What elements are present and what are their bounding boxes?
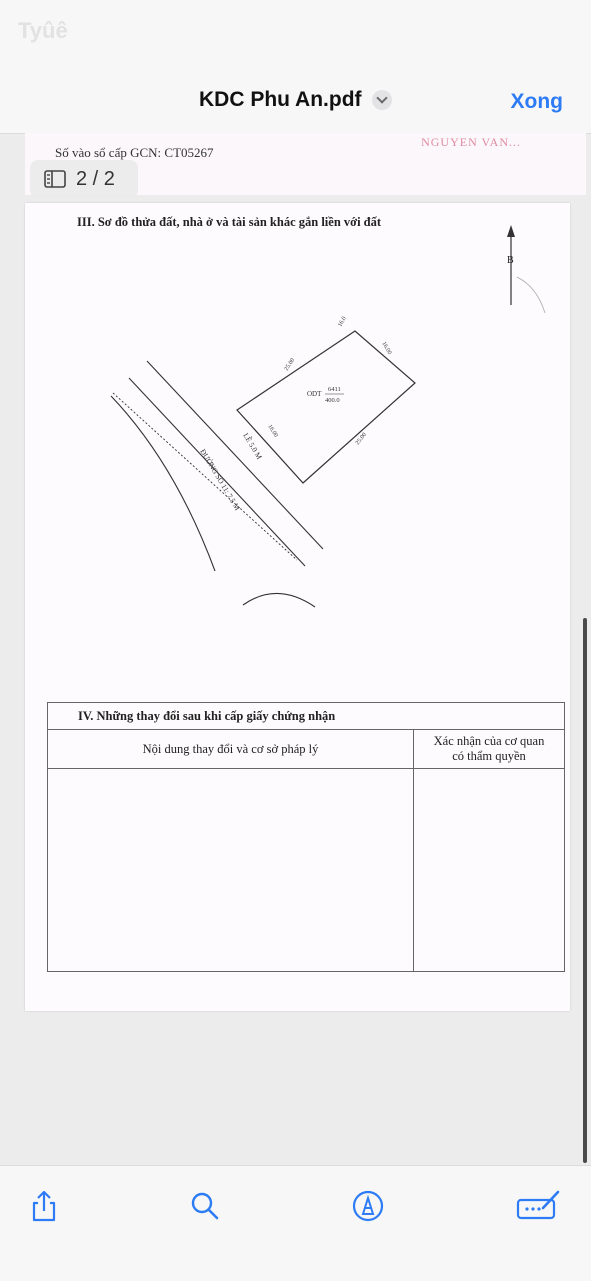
road-curve: [111, 396, 215, 571]
col-confirm-header: [414, 730, 564, 768]
parcel-area: 400.0: [325, 397, 340, 404]
share-button[interactable]: [24, 1186, 64, 1226]
form-fill-button[interactable]: [515, 1186, 563, 1226]
edge-bottom-label: 25.00: [354, 431, 368, 447]
bottom-toolbar: [0, 1165, 591, 1281]
road-line-3: [113, 393, 297, 560]
top-bar: [0, 0, 591, 134]
chevron-down-icon[interactable]: [372, 90, 392, 110]
north-label: B: [507, 255, 514, 266]
land-plot-diagram: [25, 203, 570, 703]
road-line-1: [147, 361, 323, 549]
share-icon: [24, 1186, 64, 1226]
edge-front-label: 16.00: [266, 423, 279, 439]
parcel-code: ODT: [307, 390, 322, 398]
done-button[interactable]: Xong: [510, 90, 563, 113]
stamp-text: NGUYEN VAN...: [421, 135, 521, 149]
parcel-number: 6411: [328, 386, 341, 393]
markup-button[interactable]: [348, 1186, 388, 1226]
section-4-title: IV. Những thay đổi sau khi cấp giấy chứng nhận: [48, 703, 564, 730]
registry-text: Số vào sổ cấp GCN: CT05267: [55, 145, 214, 160]
edge-right-label: 16.00: [380, 341, 393, 356]
sidewalk-label: LỀ 5.0 M: [241, 431, 264, 461]
edge-top-label: 25.00: [283, 357, 297, 373]
changes-table: [47, 702, 565, 972]
vertical-scrollbar[interactable]: [583, 618, 587, 1163]
pdf-page-2: [25, 203, 570, 1011]
col-content-header: Nội dung thay đổi và cơ sở pháp lý: [48, 730, 414, 768]
watermark: Tyûê: [18, 18, 68, 43]
confirm-cell: [414, 769, 564, 971]
north-arrow-icon: [507, 225, 545, 313]
search-button[interactable]: [185, 1186, 225, 1226]
search-icon: [185, 1186, 225, 1226]
page-indicator[interactable]: [30, 160, 138, 198]
title-area[interactable]: [0, 88, 591, 112]
thumbnail-sidebar-icon: [44, 170, 66, 188]
document-title[interactable]: KDC Phu An.pdf: [199, 88, 362, 111]
edge-corner-label: 16.0: [337, 315, 348, 328]
col-confirm-line1: Xác nhận của cơ quan: [433, 734, 545, 748]
markup-icon: [348, 1186, 388, 1226]
content-cell: [48, 769, 414, 971]
page-count: 2 / 2: [76, 167, 115, 190]
form-fill-icon: [515, 1186, 563, 1226]
col-confirm-line2: có thẩm quyền: [452, 749, 526, 763]
table-header: [48, 730, 564, 769]
table-body: [48, 769, 564, 971]
section-3-title: III. Sơ đồ thửa đất, nhà ở và tài sản khác gắn liền với đất: [77, 215, 382, 229]
road-arc: [243, 593, 315, 607]
road-label: ĐƯỜNG SỐ 11: 7.5 M: [198, 447, 243, 512]
